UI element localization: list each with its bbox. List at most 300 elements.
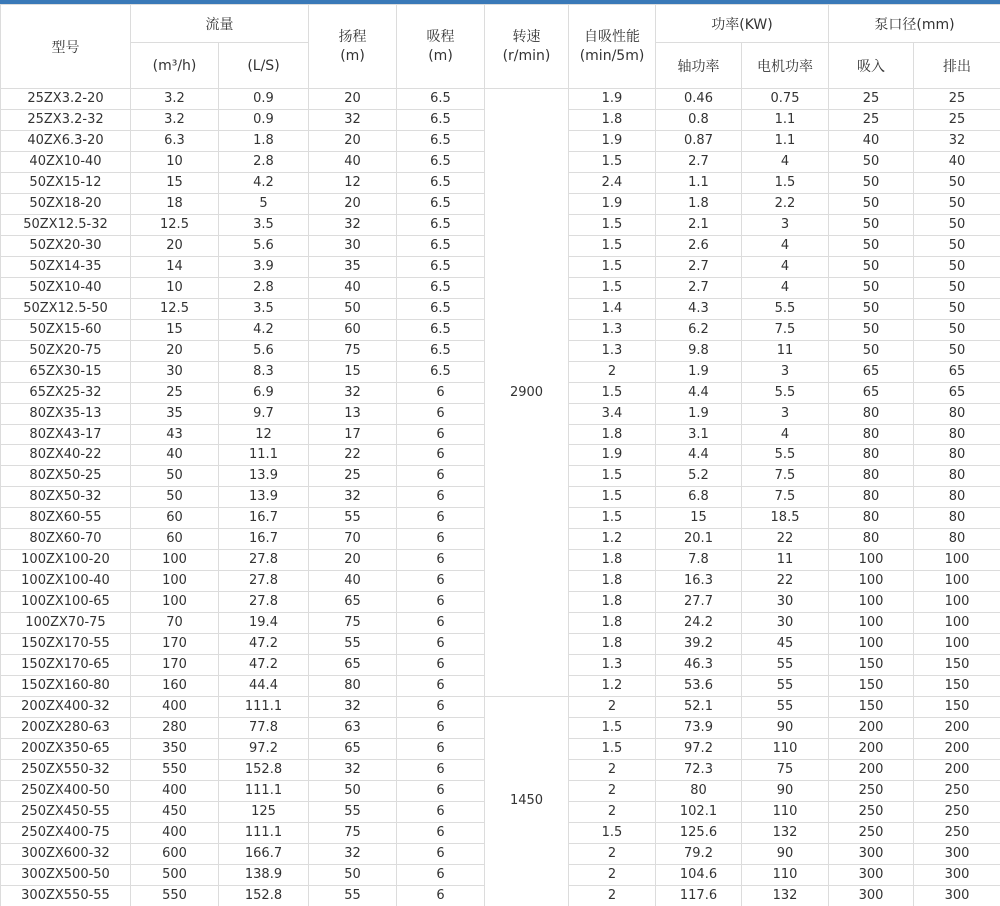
cell-motor-power: 110: [742, 739, 829, 760]
cell-flow-m3h: 550: [131, 885, 219, 906]
cell-head: 32: [309, 487, 397, 508]
cell-head: 55: [309, 508, 397, 529]
cell-flow-m3h: 160: [131, 676, 219, 697]
cell-flow-ls: 47.2: [219, 634, 309, 655]
header-flow-ls: (L/S): [219, 43, 309, 89]
cell-flow-m3h: 400: [131, 780, 219, 801]
cell-shaft-power: 52.1: [656, 697, 742, 718]
cell-shaft-power: 0.87: [656, 130, 742, 151]
cell-model: 250ZX550-32: [1, 760, 131, 781]
cell-flow-ls: 9.7: [219, 403, 309, 424]
cell-inlet: 300: [829, 864, 914, 885]
cell-head: 12: [309, 172, 397, 193]
cell-motor-power: 5.5: [742, 382, 829, 403]
cell-flow-ls: 27.8: [219, 592, 309, 613]
cell-self-priming: 1.5: [569, 151, 656, 172]
cell-inlet: 150: [829, 697, 914, 718]
cell-self-priming: 1.5: [569, 466, 656, 487]
cell-model: 300ZX550-55: [1, 885, 131, 906]
cell-flow-m3h: 15: [131, 319, 219, 340]
cell-motor-power: 18.5: [742, 508, 829, 529]
cell-shaft-power: 1.8: [656, 193, 742, 214]
cell-flow-ls: 5.6: [219, 235, 309, 256]
cell-suction: 6: [397, 634, 485, 655]
cell-shaft-power: 1.9: [656, 403, 742, 424]
cell-head: 20: [309, 550, 397, 571]
cell-self-priming: 1.5: [569, 739, 656, 760]
cell-flow-m3h: 50: [131, 487, 219, 508]
cell-flow-ls: 13.9: [219, 487, 309, 508]
cell-motor-power: 30: [742, 613, 829, 634]
cell-outlet: 80: [914, 403, 1000, 424]
cell-model: 250ZX400-50: [1, 780, 131, 801]
cell-shaft-power: 1.9: [656, 361, 742, 382]
cell-flow-ls: 11.1: [219, 445, 309, 466]
cell-suction: 6: [397, 466, 485, 487]
cell-flow-m3h: 350: [131, 739, 219, 760]
cell-flow-m3h: 450: [131, 801, 219, 822]
cell-model: 300ZX600-32: [1, 843, 131, 864]
cell-outlet: 80: [914, 424, 1000, 445]
cell-inlet: 200: [829, 739, 914, 760]
cell-outlet: 40: [914, 151, 1000, 172]
cell-head: 50: [309, 864, 397, 885]
cell-suction: 6: [397, 613, 485, 634]
cell-model: 50ZX20-30: [1, 235, 131, 256]
cell-inlet: 100: [829, 613, 914, 634]
cell-outlet: 50: [914, 172, 1000, 193]
cell-model: 80ZX40-22: [1, 445, 131, 466]
cell-flow-ls: 47.2: [219, 655, 309, 676]
cell-flow-ls: 4.2: [219, 319, 309, 340]
cell-speed: 2900: [485, 89, 569, 697]
cell-self-priming: 1.3: [569, 319, 656, 340]
cell-shaft-power: 1.1: [656, 172, 742, 193]
cell-self-priming: 1.5: [569, 235, 656, 256]
cell-head: 40: [309, 151, 397, 172]
cell-outlet: 50: [914, 256, 1000, 277]
cell-model: 40ZX10-40: [1, 151, 131, 172]
cell-flow-m3h: 30: [131, 361, 219, 382]
cell-self-priming: 1.8: [569, 613, 656, 634]
cell-motor-power: 0.75: [742, 89, 829, 110]
cell-flow-m3h: 12.5: [131, 214, 219, 235]
cell-model: 50ZX18-20: [1, 193, 131, 214]
cell-suction: 6: [397, 655, 485, 676]
cell-head: 65: [309, 655, 397, 676]
header-motor-power: 电机功率: [742, 43, 829, 89]
cell-model: 50ZX20-75: [1, 340, 131, 361]
cell-outlet: 32: [914, 130, 1000, 151]
cell-inlet: 50: [829, 193, 914, 214]
cell-motor-power: 3: [742, 361, 829, 382]
cell-flow-ls: 6.9: [219, 382, 309, 403]
cell-shaft-power: 2.1: [656, 214, 742, 235]
cell-motor-power: 3: [742, 403, 829, 424]
cell-motor-power: 55: [742, 655, 829, 676]
cell-model: 50ZX12.5-50: [1, 298, 131, 319]
cell-head: 80: [309, 676, 397, 697]
cell-motor-power: 4: [742, 277, 829, 298]
cell-flow-m3h: 100: [131, 571, 219, 592]
cell-self-priming: 2: [569, 697, 656, 718]
cell-head: 20: [309, 130, 397, 151]
cell-model: 40ZX6.3-20: [1, 130, 131, 151]
cell-suction: 6.5: [397, 235, 485, 256]
cell-flow-m3h: 20: [131, 340, 219, 361]
cell-self-priming: 1.8: [569, 424, 656, 445]
cell-flow-ls: 77.8: [219, 718, 309, 739]
cell-inlet: 50: [829, 151, 914, 172]
cell-flow-m3h: 550: [131, 760, 219, 781]
cell-flow-m3h: 70: [131, 613, 219, 634]
cell-suction: 6: [397, 801, 485, 822]
cell-model: 80ZX60-55: [1, 508, 131, 529]
cell-flow-ls: 111.1: [219, 780, 309, 801]
cell-inlet: 65: [829, 361, 914, 382]
cell-self-priming: 1.9: [569, 130, 656, 151]
cell-suction: 6: [397, 822, 485, 843]
table-row: [1, 697, 1000, 718]
cell-flow-m3h: 170: [131, 655, 219, 676]
header-power: 功率(KW): [656, 5, 829, 43]
cell-shaft-power: 6.2: [656, 319, 742, 340]
cell-flow-ls: 152.8: [219, 760, 309, 781]
cell-flow-ls: 4.2: [219, 172, 309, 193]
cell-model: 80ZX50-32: [1, 487, 131, 508]
cell-self-priming: 1.5: [569, 718, 656, 739]
cell-self-priming: 1.5: [569, 508, 656, 529]
table-row: [1, 89, 1000, 110]
cell-model: 200ZX280-63: [1, 718, 131, 739]
cell-motor-power: 1.1: [742, 109, 829, 130]
cell-model: 80ZX50-25: [1, 466, 131, 487]
cell-outlet: 50: [914, 235, 1000, 256]
cell-motor-power: 7.5: [742, 487, 829, 508]
cell-suction: 6: [397, 864, 485, 885]
cell-head: 32: [309, 760, 397, 781]
cell-model: 200ZX400-32: [1, 697, 131, 718]
cell-model: 25ZX3.2-20: [1, 89, 131, 110]
cell-inlet: 50: [829, 172, 914, 193]
cell-flow-ls: 2.8: [219, 277, 309, 298]
cell-head: 13: [309, 403, 397, 424]
cell-suction: 6.5: [397, 151, 485, 172]
cell-motor-power: 22: [742, 571, 829, 592]
cell-flow-ls: 16.7: [219, 529, 309, 550]
cell-outlet: 250: [914, 822, 1000, 843]
cell-flow-ls: 152.8: [219, 885, 309, 906]
pump-spec-table: [0, 4, 1000, 906]
cell-inlet: 80: [829, 445, 914, 466]
cell-flow-ls: 166.7: [219, 843, 309, 864]
cell-model: 80ZX60-70: [1, 529, 131, 550]
cell-outlet: 150: [914, 676, 1000, 697]
cell-self-priming: 1.5: [569, 822, 656, 843]
cell-flow-ls: 111.1: [219, 697, 309, 718]
cell-flow-m3h: 10: [131, 151, 219, 172]
cell-shaft-power: 102.1: [656, 801, 742, 822]
cell-flow-m3h: 25: [131, 382, 219, 403]
cell-model: 80ZX43-17: [1, 424, 131, 445]
cell-outlet: 200: [914, 739, 1000, 760]
header-self-priming-label: 自吸性能: [584, 29, 640, 46]
cell-model: 300ZX500-50: [1, 864, 131, 885]
cell-shaft-power: 2.6: [656, 235, 742, 256]
cell-shaft-power: 97.2: [656, 739, 742, 760]
cell-shaft-power: 117.6: [656, 885, 742, 906]
cell-suction: 6: [397, 403, 485, 424]
cell-motor-power: 4: [742, 424, 829, 445]
cell-model: 250ZX400-75: [1, 822, 131, 843]
header-model: 型号: [1, 5, 131, 89]
cell-motor-power: 4: [742, 235, 829, 256]
cell-outlet: 50: [914, 277, 1000, 298]
cell-inlet: 50: [829, 298, 914, 319]
cell-self-priming: 1.9: [569, 193, 656, 214]
cell-inlet: 80: [829, 529, 914, 550]
cell-outlet: 50: [914, 193, 1000, 214]
cell-motor-power: 11: [742, 550, 829, 571]
cell-head: 25: [309, 466, 397, 487]
cell-head: 32: [309, 382, 397, 403]
cell-motor-power: 90: [742, 780, 829, 801]
cell-inlet: 200: [829, 760, 914, 781]
header-suction: [397, 5, 485, 89]
cell-flow-m3h: 50: [131, 466, 219, 487]
cell-motor-power: 2.2: [742, 193, 829, 214]
cell-shaft-power: 79.2: [656, 843, 742, 864]
cell-model: 100ZX100-40: [1, 571, 131, 592]
cell-flow-ls: 3.9: [219, 256, 309, 277]
cell-shaft-power: 80: [656, 780, 742, 801]
cell-shaft-power: 72.3: [656, 760, 742, 781]
cell-flow-ls: 0.9: [219, 109, 309, 130]
cell-model: 50ZX15-60: [1, 319, 131, 340]
cell-motor-power: 90: [742, 718, 829, 739]
cell-suction: 6: [397, 592, 485, 613]
cell-suction: 6: [397, 739, 485, 760]
cell-shaft-power: 2.7: [656, 151, 742, 172]
cell-flow-m3h: 43: [131, 424, 219, 445]
cell-inlet: 50: [829, 319, 914, 340]
cell-shaft-power: 4.4: [656, 382, 742, 403]
cell-motor-power: 4: [742, 151, 829, 172]
cell-inlet: 25: [829, 89, 914, 110]
cell-motor-power: 4: [742, 256, 829, 277]
cell-outlet: 100: [914, 550, 1000, 571]
cell-shaft-power: 73.9: [656, 718, 742, 739]
cell-suction: 6: [397, 718, 485, 739]
cell-shaft-power: 24.2: [656, 613, 742, 634]
cell-self-priming: 1.9: [569, 89, 656, 110]
header-flow-m3h: (m³/h): [131, 43, 219, 89]
cell-suction: 6: [397, 550, 485, 571]
cell-flow-m3h: 400: [131, 822, 219, 843]
cell-suction: 6: [397, 760, 485, 781]
cell-shaft-power: 0.46: [656, 89, 742, 110]
cell-inlet: 80: [829, 466, 914, 487]
cell-inlet: 40: [829, 130, 914, 151]
cell-motor-power: 11: [742, 340, 829, 361]
cell-model: 50ZX15-12: [1, 172, 131, 193]
cell-outlet: 50: [914, 298, 1000, 319]
cell-flow-m3h: 6.3: [131, 130, 219, 151]
cell-flow-ls: 8.3: [219, 361, 309, 382]
cell-outlet: 50: [914, 319, 1000, 340]
cell-model: 50ZX10-40: [1, 277, 131, 298]
cell-model: 50ZX12.5-32: [1, 214, 131, 235]
cell-motor-power: 45: [742, 634, 829, 655]
header-port: 泵口径(mm): [829, 5, 1000, 43]
cell-outlet: 200: [914, 718, 1000, 739]
cell-motor-power: 110: [742, 801, 829, 822]
header-suction-label: 吸程: [426, 29, 455, 46]
cell-outlet: 300: [914, 843, 1000, 864]
cell-suction: 6: [397, 445, 485, 466]
cell-self-priming: 1.5: [569, 277, 656, 298]
cell-shaft-power: 3.1: [656, 424, 742, 445]
cell-head: 63: [309, 718, 397, 739]
header-speed-label: 转速: [512, 29, 541, 46]
cell-inlet: 50: [829, 235, 914, 256]
cell-self-priming: 2.4: [569, 172, 656, 193]
cell-suction: 6.5: [397, 361, 485, 382]
cell-flow-m3h: 12.5: [131, 298, 219, 319]
cell-self-priming: 1.8: [569, 592, 656, 613]
cell-flow-ls: 16.7: [219, 508, 309, 529]
cell-inlet: 80: [829, 403, 914, 424]
cell-inlet: 100: [829, 592, 914, 613]
cell-inlet: 300: [829, 885, 914, 906]
cell-model: 65ZX30-15: [1, 361, 131, 382]
cell-flow-m3h: 3.2: [131, 89, 219, 110]
cell-outlet: 80: [914, 529, 1000, 550]
cell-model: 200ZX350-65: [1, 739, 131, 760]
cell-inlet: 200: [829, 718, 914, 739]
header-head: [309, 5, 397, 89]
cell-flow-m3h: 100: [131, 550, 219, 571]
cell-suction: 6.5: [397, 89, 485, 110]
cell-flow-ls: 27.8: [219, 571, 309, 592]
cell-inlet: 50: [829, 256, 914, 277]
cell-motor-power: 3: [742, 214, 829, 235]
cell-model: 100ZX100-20: [1, 550, 131, 571]
cell-flow-m3h: 15: [131, 172, 219, 193]
cell-shaft-power: 0.8: [656, 109, 742, 130]
cell-suction: 6.5: [397, 130, 485, 151]
cell-suction: 6.5: [397, 319, 485, 340]
cell-suction: 6: [397, 780, 485, 801]
cell-inlet: 100: [829, 571, 914, 592]
cell-self-priming: 1.4: [569, 298, 656, 319]
cell-flow-ls: 1.8: [219, 130, 309, 151]
cell-inlet: 80: [829, 508, 914, 529]
cell-suction: 6: [397, 508, 485, 529]
cell-outlet: 250: [914, 780, 1000, 801]
cell-outlet: 100: [914, 613, 1000, 634]
cell-flow-ls: 44.4: [219, 676, 309, 697]
cell-motor-power: 90: [742, 843, 829, 864]
cell-self-priming: 1.9: [569, 445, 656, 466]
cell-shaft-power: 15: [656, 508, 742, 529]
cell-outlet: 65: [914, 382, 1000, 403]
cell-self-priming: 2: [569, 801, 656, 822]
cell-inlet: 50: [829, 277, 914, 298]
cell-suction: 6: [397, 529, 485, 550]
cell-head: 65: [309, 739, 397, 760]
cell-shaft-power: 2.7: [656, 256, 742, 277]
cell-suction: 6.5: [397, 256, 485, 277]
cell-suction: 6: [397, 885, 485, 906]
header-flow: 流量: [131, 5, 309, 43]
cell-outlet: 25: [914, 89, 1000, 110]
cell-flow-ls: 12: [219, 424, 309, 445]
cell-head: 60: [309, 319, 397, 340]
cell-shaft-power: 4.4: [656, 445, 742, 466]
header-head-label: 扬程: [338, 29, 367, 46]
cell-head: 20: [309, 193, 397, 214]
cell-shaft-power: 2.7: [656, 277, 742, 298]
cell-self-priming: 1.8: [569, 550, 656, 571]
cell-motor-power: 5.5: [742, 298, 829, 319]
cell-head: 32: [309, 109, 397, 130]
cell-model: 50ZX14-35: [1, 256, 131, 277]
cell-shaft-power: 4.3: [656, 298, 742, 319]
cell-model: 100ZX100-65: [1, 592, 131, 613]
cell-self-priming: 1.8: [569, 634, 656, 655]
cell-flow-m3h: 18: [131, 193, 219, 214]
cell-motor-power: 22: [742, 529, 829, 550]
cell-inlet: 50: [829, 340, 914, 361]
cell-inlet: 250: [829, 822, 914, 843]
header-shaft-power: 轴功率: [656, 43, 742, 89]
cell-flow-m3h: 3.2: [131, 109, 219, 130]
cell-flow-ls: 5.6: [219, 340, 309, 361]
cell-self-priming: 2: [569, 361, 656, 382]
cell-flow-ls: 3.5: [219, 214, 309, 235]
cell-flow-m3h: 100: [131, 592, 219, 613]
cell-suction: 6.5: [397, 172, 485, 193]
cell-head: 30: [309, 235, 397, 256]
cell-inlet: 250: [829, 780, 914, 801]
cell-shaft-power: 104.6: [656, 864, 742, 885]
cell-self-priming: 2: [569, 885, 656, 906]
cell-flow-ls: 0.9: [219, 89, 309, 110]
cell-inlet: 50: [829, 214, 914, 235]
cell-head: 20: [309, 89, 397, 110]
cell-outlet: 50: [914, 340, 1000, 361]
cell-outlet: 250: [914, 801, 1000, 822]
cell-outlet: 100: [914, 634, 1000, 655]
cell-inlet: 80: [829, 487, 914, 508]
cell-head: 32: [309, 697, 397, 718]
cell-inlet: 150: [829, 655, 914, 676]
cell-head: 55: [309, 885, 397, 906]
cell-suction: 6.5: [397, 109, 485, 130]
cell-flow-m3h: 14: [131, 256, 219, 277]
cell-motor-power: 7.5: [742, 319, 829, 340]
cell-outlet: 150: [914, 697, 1000, 718]
cell-self-priming: 1.3: [569, 340, 656, 361]
header-self-priming-unit: (min/5m): [579, 47, 645, 64]
cell-flow-ls: 97.2: [219, 739, 309, 760]
cell-model: 25ZX3.2-32: [1, 109, 131, 130]
cell-self-priming: 1.2: [569, 676, 656, 697]
cell-flow-ls: 138.9: [219, 864, 309, 885]
cell-suction: 6: [397, 843, 485, 864]
cell-motor-power: 1.1: [742, 130, 829, 151]
